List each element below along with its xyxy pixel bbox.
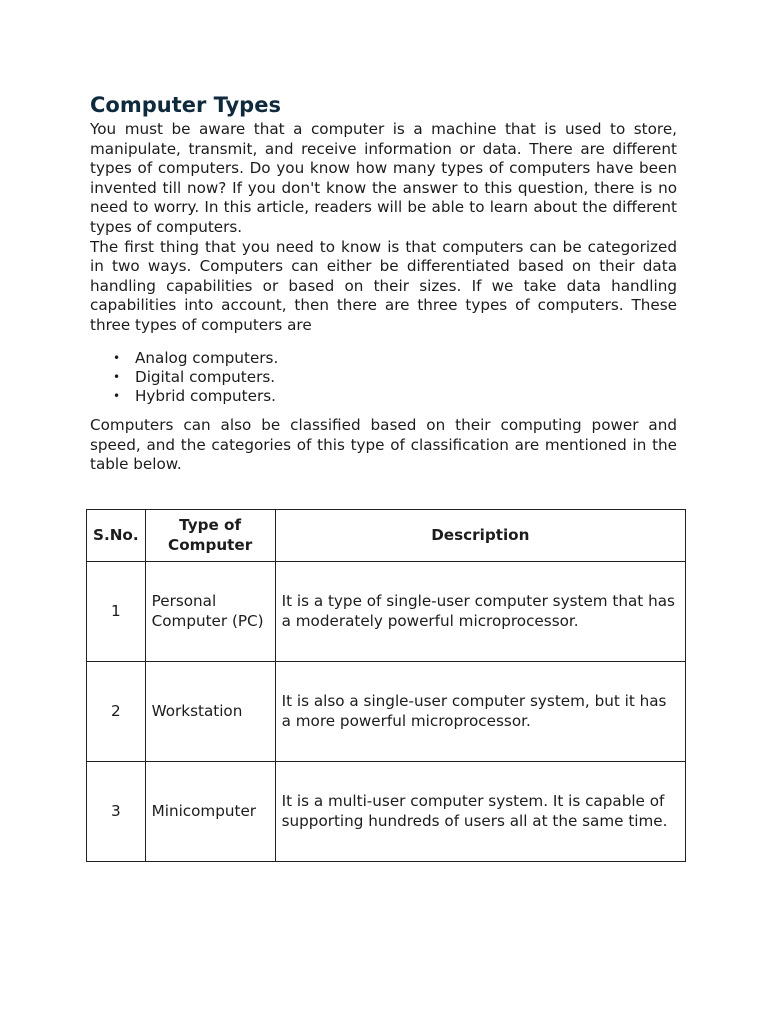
cell-type: Workstation [145, 662, 275, 762]
header-description: Description [275, 510, 685, 562]
cell-type: Personal Computer (PC) [145, 562, 275, 662]
intro-paragraph: You must be aware that a computer is a machine that is used to store, manipulate, transmit, and receive information or data. There are different types of computers. Do you know how many types of computers have been invented till now? If you don't know the answer to this question, there is no need to worry. In this article, readers will be able to learn about the different types of computers. [90, 120, 677, 236]
header-type: Type of Computer [145, 510, 275, 562]
list-item-text: Hybrid computers. [135, 386, 276, 405]
bullet-icon: • [113, 369, 121, 384]
bullet-icon: • [113, 350, 121, 365]
header-sno: S.No. [87, 510, 146, 562]
list-item [113, 348, 677, 368]
cell-description: It is a type of single-user computer system that has a moderately powerful microprocessor. [275, 562, 685, 662]
page-title: Computer Types [90, 93, 281, 117]
table-row [87, 662, 686, 762]
table-row [87, 562, 686, 662]
classification-paragraph: Computers can also be classified based on their computing power and speed, and the categories of this type of classification are mentioned in the table below. [90, 416, 677, 474]
cell-sno: 3 [87, 762, 146, 862]
cell-sno: 2 [87, 662, 146, 762]
cell-description: It is a multi-user computer system. It is capable of supporting hundreds of users all at the same time. [275, 762, 685, 862]
cell-type: Minicomputer [145, 762, 275, 862]
article [90, 91, 677, 475]
categories-paragraph: The first thing that you need to know is that computers can be categorized in two ways. Computers can either be differentiated based on their data handling capabilities or based on their sizes. If we take data handling capabilities into account, then there are three types of computers. These three types of computers are [90, 237, 677, 334]
list-item-text: Analog computers. [135, 348, 279, 367]
bullet-icon: • [113, 388, 121, 403]
list-item [113, 367, 677, 387]
cell-sno: 1 [87, 562, 146, 662]
list-item [113, 386, 677, 406]
list-item-text: Digital computers. [135, 367, 276, 386]
computer-types-list [90, 349, 677, 407]
computer-types-table [86, 509, 686, 862]
cell-description: It is also a single-user computer system, but it has a more powerful microprocessor. [275, 662, 685, 762]
table-header-row [87, 510, 686, 562]
table-row [87, 762, 686, 862]
